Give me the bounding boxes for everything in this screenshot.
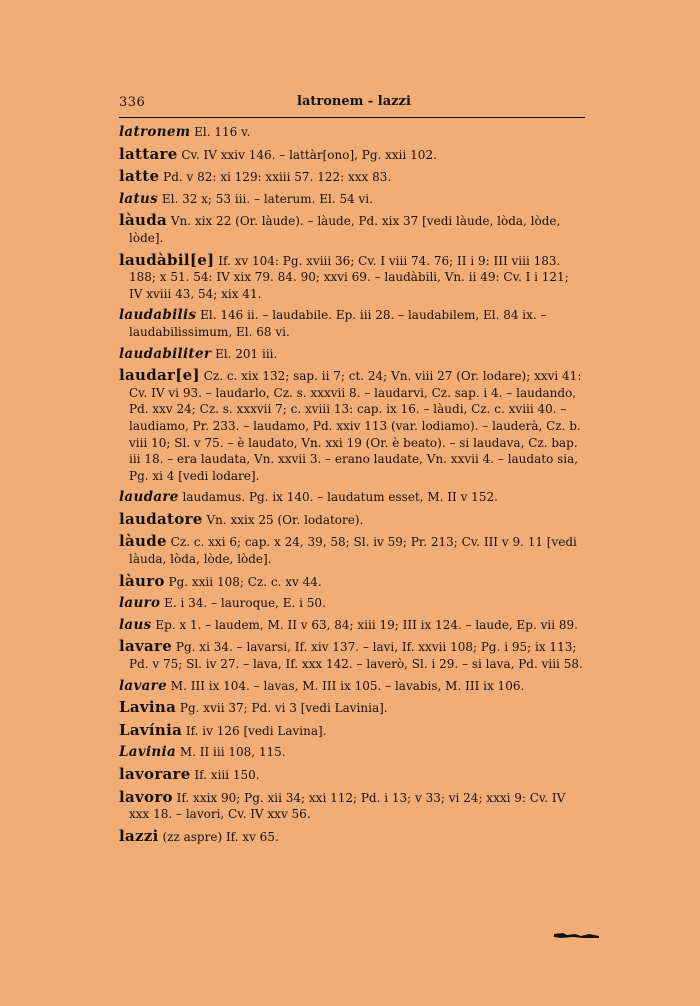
dictionary-entry [119, 638, 585, 672]
dictionary-entry [119, 617, 585, 634]
dictionary-entry [119, 573, 585, 591]
dictionary-entry [119, 533, 585, 567]
entry-text: El. 116 v. [190, 125, 251, 139]
entry-headword: lazzi [119, 826, 159, 845]
entry-text: If. xxix 90; Pg. xii 34; xxi 112; Pd. i 13; v 33; vi 24; xxxi 9: Cv. IV xxx 18. – lavori, Cv. IV xxv 56. [129, 790, 566, 822]
entry-headword: lavare [119, 637, 173, 656]
dictionary-entry [119, 766, 585, 784]
entry-headword: laudatore [119, 509, 203, 528]
dictionary-entries [119, 124, 585, 850]
entry-text: El. 146 ii. – laudabile. Ep. iii 28. – laudabilem, El. 84 ix. – laudabilissimum, El. 68 vi. [129, 308, 547, 339]
entry-text: M. II iii 108, 115. [176, 745, 286, 760]
entry-text: Pd. v 82: xi 129: xxiii 57. 122: xxx 83. [159, 170, 392, 185]
entry-headword: laudar[e] [119, 366, 200, 385]
dictionary-entry [119, 367, 585, 484]
entry-headword: laus [119, 616, 152, 633]
dictionary-entry [119, 124, 585, 141]
header-rule [119, 117, 585, 118]
entry-text: Vn. xix 22 (Or. làude). – làude, Pd. xix 37 [vedi làude, lòda, lòde, lòde]. [129, 214, 561, 245]
entry-headword: laudare [119, 489, 179, 506]
entry-headword: lauro [119, 595, 161, 612]
entry-headword: latronem [119, 124, 191, 140]
dictionary-entry [119, 828, 585, 846]
entry-headword: latte [119, 167, 160, 186]
entry-headword: làuro [119, 571, 165, 590]
entry-text: Cz. c. xxi 6; cap. x 24, 39, 58; Sl. iv 59; Pr. 213; Cv. III v 9. 11 [vedi làuda, lòda, lòde, lòde]. [129, 535, 577, 567]
entry-text: Pg. xxii 108; Cz. c. xv 44. [164, 574, 322, 589]
entry-text: If. xiii 150. [190, 768, 260, 782]
dictionary-entry [119, 252, 585, 303]
entry-text: (zz aspre) If. xv 65. [158, 829, 279, 844]
entry-headword: lattare [119, 144, 178, 163]
page-header [119, 93, 584, 115]
entry-headword: lavoro [119, 787, 173, 806]
entry-text: Cz. c. xix 132; sap. ii 7; ct. 24; Vn. viii 27 (Or. lodare); xxvi 41: Cv. IV vi 93. – laudarlo, Cz. s. xxxvii 8. – laudarvi, Cz. sap. i 4. – laudando, Pd. xxv 24; Cz. s. xxxvii 7; c. xviii 13: cap. ix 16. – làudi, Cz. c. xviii 40. – laudiamo, Pr. 233. – laudamo, Pd. xxiv 113 (var. lodiamo). – lauderà, Cz. b. viii 10; Sl. v 75. – è laudato, Vn. xxi 19 (Or. è beato). – si laudava, Cz. bap. iii 18. – era laudata, Vn. xxvii 3. – erano laudate, Vn. xxvii 4. – laudato sia, Pg. xi 4 [vedi lodare]. [129, 369, 582, 483]
entry-headword: laudabilis [119, 307, 197, 324]
entry-text: Pg. xvii 37; Pd. vi 3 [vedi Lavinia]. [176, 701, 388, 716]
entry-text: If. iv 126 [vedi Lavina]. [182, 723, 327, 738]
entry-headword: laudabiliter [119, 345, 212, 362]
dictionary-entry [119, 212, 585, 246]
dictionary-entry [119, 678, 585, 695]
entry-headword: làude [119, 532, 167, 551]
entry-headword: latus [119, 190, 159, 207]
entry-text: Vn. xxix 25 (Or. lodatore). [202, 512, 364, 527]
entry-text: El. 201 iii. [211, 346, 278, 361]
entry-headword: làuda [119, 211, 168, 230]
dictionary-entry [119, 489, 585, 506]
entry-text: Cv. IV xxiv 146. – lattàr[ono], Pg. xxii 102. [177, 147, 437, 162]
entry-headword: Lavina [119, 698, 177, 717]
dictionary-entry [119, 511, 585, 529]
entry-text: laudamus. Pg. ix 140. – laudatum esset, M. II v 152. [178, 490, 498, 505]
dictionary-entry [119, 146, 585, 164]
entry-text: If. xv 104: Pg. xviii 36; Cv. I viii 74. 76; II i 9: III viii 183. 188; x 51. 54: IV xix 79. 84. 90; xxvi 69. – laudàbili, Vn. ii 49: Cv. I i 121; IV xviii 43, 54; xix 41. [129, 253, 569, 301]
dictionary-entry [119, 168, 585, 186]
entry-headword: lavorare [119, 765, 191, 783]
entry-text: El. 32 x; 53 iii. – laterum. El. 54 vi. [158, 191, 373, 206]
dictionary-entry [119, 191, 585, 208]
entry-headword: Lavínia [119, 720, 183, 739]
dictionary-entry [119, 346, 585, 363]
entry-headword: lavare [119, 677, 167, 694]
entry-text: Ep. x 1. – laudem, M. II v 63, 84; xiii 19; III ix 124. – laude, Ep. vii 89. [151, 617, 578, 632]
printer-ornament-icon [553, 930, 601, 939]
dictionary-entry [119, 595, 585, 612]
entry-headword: Lavinia [119, 744, 177, 761]
running-head: latronem - lazzi [297, 94, 411, 109]
entry-text: E. i 34. – lauroque, E. i 50. [160, 596, 326, 611]
entry-headword: laudàbil[e] [119, 250, 215, 269]
dictionary-entry [119, 699, 585, 717]
dictionary-entry [119, 789, 585, 823]
entry-text: M. III ix 104. – lavas, M. III ix 105. – lavabis, M. III ix 106. [166, 678, 525, 693]
dictionary-entry [119, 307, 585, 340]
dictionary-entry [119, 722, 585, 740]
entry-text: Pg. xi 34. – lavarsi, If. xiv 137. – lavi, If. xxvii 108; Pg. i 95; ix 113; Pd. v 75; Sl. iv 27. – lava, If. xxx 142. – laverò, Sl. i 29. – si lava, Pd. viii 58. [129, 640, 583, 672]
page-number: 336 [119, 95, 146, 110]
dictionary-entry [119, 744, 585, 761]
